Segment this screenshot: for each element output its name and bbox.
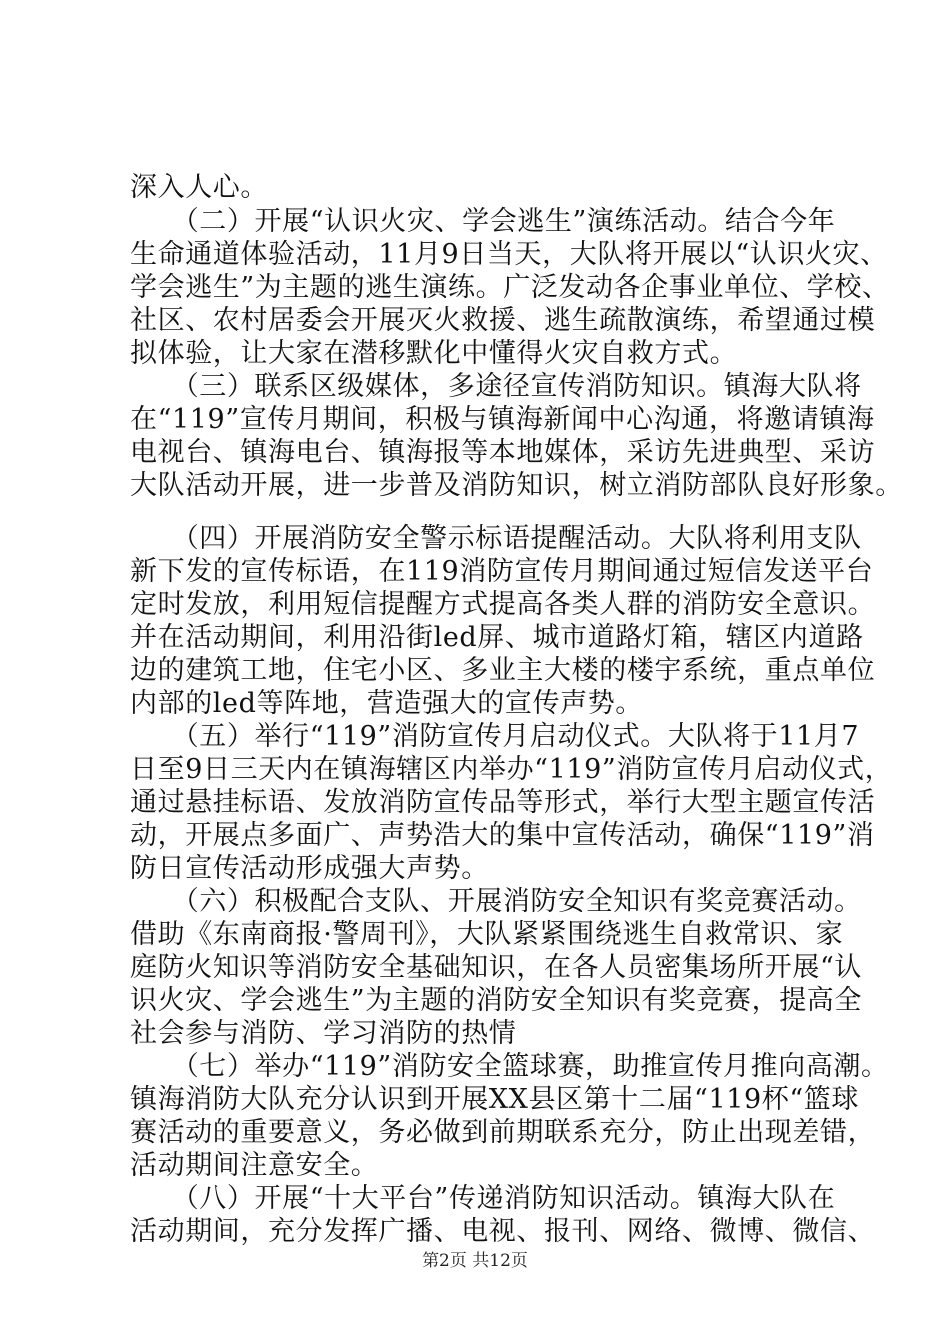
text-line: 生命通道体验活动，11月9日当天，大队将开展以“认识火灾、 xyxy=(130,239,888,270)
text-line: 活动期间，充分发挥广播、电视、报刊、网络、微博、微信、 xyxy=(130,1216,876,1247)
text-line: 借助《东南商报·警周刊》，大队紧紧围绕逃生自救常识、家 xyxy=(130,919,844,950)
text-line: 电视台、镇海电台、镇海报等本地媒体，采访先进典型、采访 xyxy=(130,437,876,468)
text-line: 赛活动的重要意义，务必做到前期联系充分，防止出现差错， xyxy=(130,1117,876,1148)
text-line: 社会参与消防、学习消防的热情 xyxy=(130,1018,517,1049)
text-line: 定时发放，利用短信提醒方式提高各类人群的消防安全意识。 xyxy=(130,589,876,620)
text-line: （五）举行“119”消防宣传月启动仪式。大队将于11月7 xyxy=(130,721,860,752)
text-line: 大队活动开展，进一步普及消防知识，树立消防部队良好形象。 xyxy=(130,470,903,501)
text-line: 并在活动期间，利用沿街led屏、城市道路灯箱，辖区内道路 xyxy=(130,622,864,653)
text-line: 通过悬挂标语、发放消防宣传品等形式，举行大型主题宣传活 xyxy=(130,787,876,818)
text-line: 活动期间注意安全。 xyxy=(130,1150,379,1181)
text-line: 日至9日三天内在镇海辖区内举办“119”消防宣传月启动仪式， xyxy=(130,754,893,785)
text-line: 深入人心。 xyxy=(130,172,268,203)
text-line: （二）开展“认识火灾、学会逃生”演练活动。结合今年 xyxy=(130,206,836,237)
text-line: （六）积极配合支队、开展消防安全知识有奖竞赛活动。 xyxy=(130,886,862,917)
text-line: 新下发的宣传标语，在119消防宣传月期间通过短信发送平台 xyxy=(130,556,874,587)
text-line: 拟体验，让大家在潜移默化中懂得火灾自救方式。 xyxy=(130,338,738,369)
text-line: （四）开展消防安全警示标语提醒活动。大队将利用支队 xyxy=(130,523,862,554)
page-number-footer: 第2页 共12页 xyxy=(422,1251,528,1271)
text-line: 识火灾、学会逃生”为主题的消防安全知识有奖竞赛，提高全 xyxy=(130,985,863,1016)
text-line: 边的建筑工地，住宅小区、多业主大楼的楼宇系统，重点单位 xyxy=(130,655,876,686)
text-line: （三）联系区级媒体，多途径宣传消防知识。镇海大队将 xyxy=(130,371,862,402)
text-line: 在“119”宣传月期间，积极与镇海新闻中心沟通，将邀请镇海 xyxy=(130,404,875,435)
text-line: 内部的led等阵地，营造强大的宣传声势。 xyxy=(130,688,643,719)
text-line: 庭防火知识等消防安全基础知识，在各人员密集场所开展“认 xyxy=(130,952,863,983)
text-line: 防日宣传活动形成强大声势。 xyxy=(130,853,489,884)
text-line: 社区、农村居委会开展灭火救援、逃生疏散演练，希望通过模 xyxy=(130,305,876,336)
text-line: 动，开展点多面广、声势浩大的集中宣传活动，确保“119”消 xyxy=(130,820,875,851)
text-line: 学会逃生”为主题的逃生演练。广泛发动各企事业单位、学校、 xyxy=(130,272,890,303)
text-line: （八）开展“十大平台”传递消防知识活动。镇海大队在 xyxy=(130,1183,836,1214)
text-line: （七）举办“119”消防安全篮球赛，助推宣传月推向高潮。 xyxy=(130,1051,889,1082)
text-line: 镇海消防大队充分认识到开展XX县区第十二届“119杯“篮球 xyxy=(130,1084,859,1115)
